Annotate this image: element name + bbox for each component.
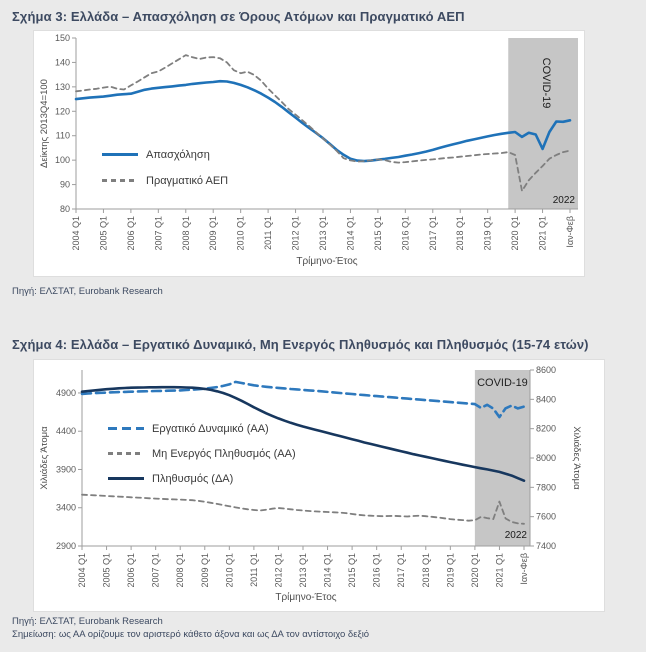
x-axis-title: Τρίμηνο-Έτος	[275, 592, 337, 603]
legend-label: Πραγματικό ΑΕΠ	[146, 174, 229, 187]
year-label: 2022	[552, 195, 575, 206]
x-tick-label: 2018 Q1	[420, 553, 431, 588]
y-tick-label: 7600	[536, 511, 557, 522]
x-tick-label: 2019 Q1	[445, 553, 456, 588]
x-tick-label: 2015 Q1	[347, 553, 358, 588]
y-tick-label: 7800	[536, 482, 557, 493]
x-tick-label: 2012 Q1	[290, 216, 301, 251]
population-line-swatch-icon	[108, 477, 144, 480]
y-tick-label: 110	[55, 130, 70, 141]
figure3-source: Πηγή: ΕΛΣΤΑΤ, Eurobank Research	[12, 286, 163, 297]
covid-label: COVID-19	[477, 377, 528, 389]
figure4-chart	[34, 360, 606, 613]
x-tick-label: 2014 Q1	[322, 553, 333, 588]
series-line-1	[82, 495, 524, 524]
x-tick-label: 2009 Q1	[208, 216, 219, 251]
legend-item-inactive-population	[108, 447, 296, 460]
x-tick-label: 2020 Q1	[510, 215, 521, 251]
y-tick-label: 2900	[55, 541, 76, 551]
labour-force-line-swatch-icon	[108, 427, 144, 430]
x-tick-label: 2015 Q1	[372, 216, 383, 251]
y-axis-title-left: Δείκτης 2013Q4=100	[39, 79, 50, 168]
legend-label: Εργατικό Δυναμικό (ΑΑ)	[152, 422, 269, 435]
x-tick-label: 2010 Q1	[235, 216, 246, 251]
real-gdp-line-swatch-icon	[102, 179, 138, 182]
y-tick-label: 7400	[536, 541, 557, 551]
x-tick-label: 2021 Q1	[494, 553, 505, 588]
y-tick-label: 8000	[536, 453, 557, 463]
x-tick-label: 2004 Q1	[77, 553, 87, 588]
x-tick-label: 2013 Q1	[298, 553, 308, 588]
y-tick-label: 90	[59, 179, 70, 190]
x-tick-label: 2014 Q1	[345, 216, 356, 251]
legend-item-real-gdp	[102, 174, 228, 187]
y-tick-label: 100	[54, 155, 70, 166]
x-tick-label: 2005 Q1	[98, 216, 109, 251]
inactive-population-line-swatch-icon	[108, 452, 144, 455]
figure3-title: Σχήμα 3: Ελλάδα – Απασχόληση σε Όρους Ατόμων και Πραγματικό ΑΕΠ	[12, 9, 465, 24]
x-tick-label: 2013 Q1	[318, 216, 328, 251]
y-tick-label: 8400	[536, 394, 557, 405]
y-tick-label: 150	[54, 33, 70, 43]
legend-label: Πληθυσμός (ΔΑ)	[152, 472, 234, 485]
x-tick-label: Ιαν-Φεβ	[565, 216, 575, 248]
x-tick-label: 2009 Q1	[199, 553, 210, 588]
legend-item-population	[108, 472, 296, 485]
y-tick-label: 8200	[536, 423, 557, 434]
y-tick-label: 130	[54, 81, 70, 92]
x-tick-label: 2011 Q1	[263, 216, 274, 250]
y-axis-title-left: Χιλιάδες Άτομα	[39, 426, 50, 490]
x-tick-label: 2017 Q1	[427, 216, 438, 251]
figure4-note: Σημείωση: ως ΑΑ ορίζουμε τον αριστερό κάθετο άξονα και ως ΔΑ τον αντίστοιχο δεξιό	[12, 629, 370, 640]
employment-line-swatch-icon	[102, 153, 138, 156]
y-tick-label: 80	[59, 204, 70, 214]
x-tick-label: 2004 Q1	[71, 216, 81, 251]
y-tick-label: 8600	[536, 365, 557, 375]
x-tick-label: 2008 Q1	[180, 216, 191, 251]
x-tick-label: Ιαν-Φεβ	[519, 553, 529, 585]
x-tick-label: 2007 Q1	[150, 553, 161, 588]
x-tick-label: 2006 Q1	[125, 216, 136, 251]
x-tick-label: 2012 Q1	[273, 553, 284, 588]
figure4-legend	[108, 422, 296, 485]
x-tick-label: 2018 Q1	[455, 216, 466, 251]
x-tick-label: 2016 Q1	[400, 216, 411, 251]
figure4-source: Πηγή: ΕΛΣΤΑΤ, Eurobank Research	[12, 616, 163, 627]
y-tick-label: 4400	[55, 426, 76, 437]
x-tick-label: 2005 Q1	[101, 553, 112, 588]
year-label: 2022	[504, 530, 527, 541]
y-tick-label: 4900	[55, 387, 76, 398]
x-tick-label: 2007 Q1	[153, 216, 164, 251]
figure3-chart-panel	[33, 30, 585, 277]
y-tick-label: 3900	[55, 464, 76, 475]
figure4-chart-panel	[33, 359, 605, 612]
x-tick-label: 2016 Q1	[371, 553, 382, 588]
legend-item-employment	[102, 148, 228, 161]
x-tick-label: 2017 Q1	[396, 553, 407, 588]
covid-label: COVID-19	[540, 57, 553, 109]
x-tick-label: 2020 Q1	[469, 553, 480, 588]
y-axis-title-right: Χιλιάδες Άτομα	[571, 426, 582, 490]
legend-label: Απασχόληση	[146, 148, 210, 161]
x-tick-label: 2010 Q1	[224, 553, 235, 588]
y-tick-label: 120	[54, 106, 70, 117]
legend-item-labour-force	[108, 422, 296, 435]
figure4-title: Σχήμα 4: Ελλάδα – Εργατικό Δυναμικό, Μη Ενεργός Πληθυσμός και Πληθυσμός (15-74 ετών)	[12, 337, 589, 352]
figure3-legend	[102, 148, 228, 187]
legend-label: Μη Ενεργός Πληθυσμός (ΑΑ)	[152, 447, 296, 460]
x-tick-label: 2011 Q1	[248, 553, 259, 587]
covid-shading	[475, 370, 530, 546]
x-tick-label: 2008 Q1	[175, 553, 186, 588]
x-tick-label: 2019 Q1	[482, 216, 493, 251]
y-tick-label: 3400	[55, 502, 76, 513]
x-tick-label: 2006 Q1	[126, 553, 137, 588]
y-tick-label: 140	[54, 57, 70, 68]
x-tick-label: 2021 Q1	[537, 216, 548, 251]
x-axis-title: Τρίμηνο-Έτος	[296, 256, 358, 267]
